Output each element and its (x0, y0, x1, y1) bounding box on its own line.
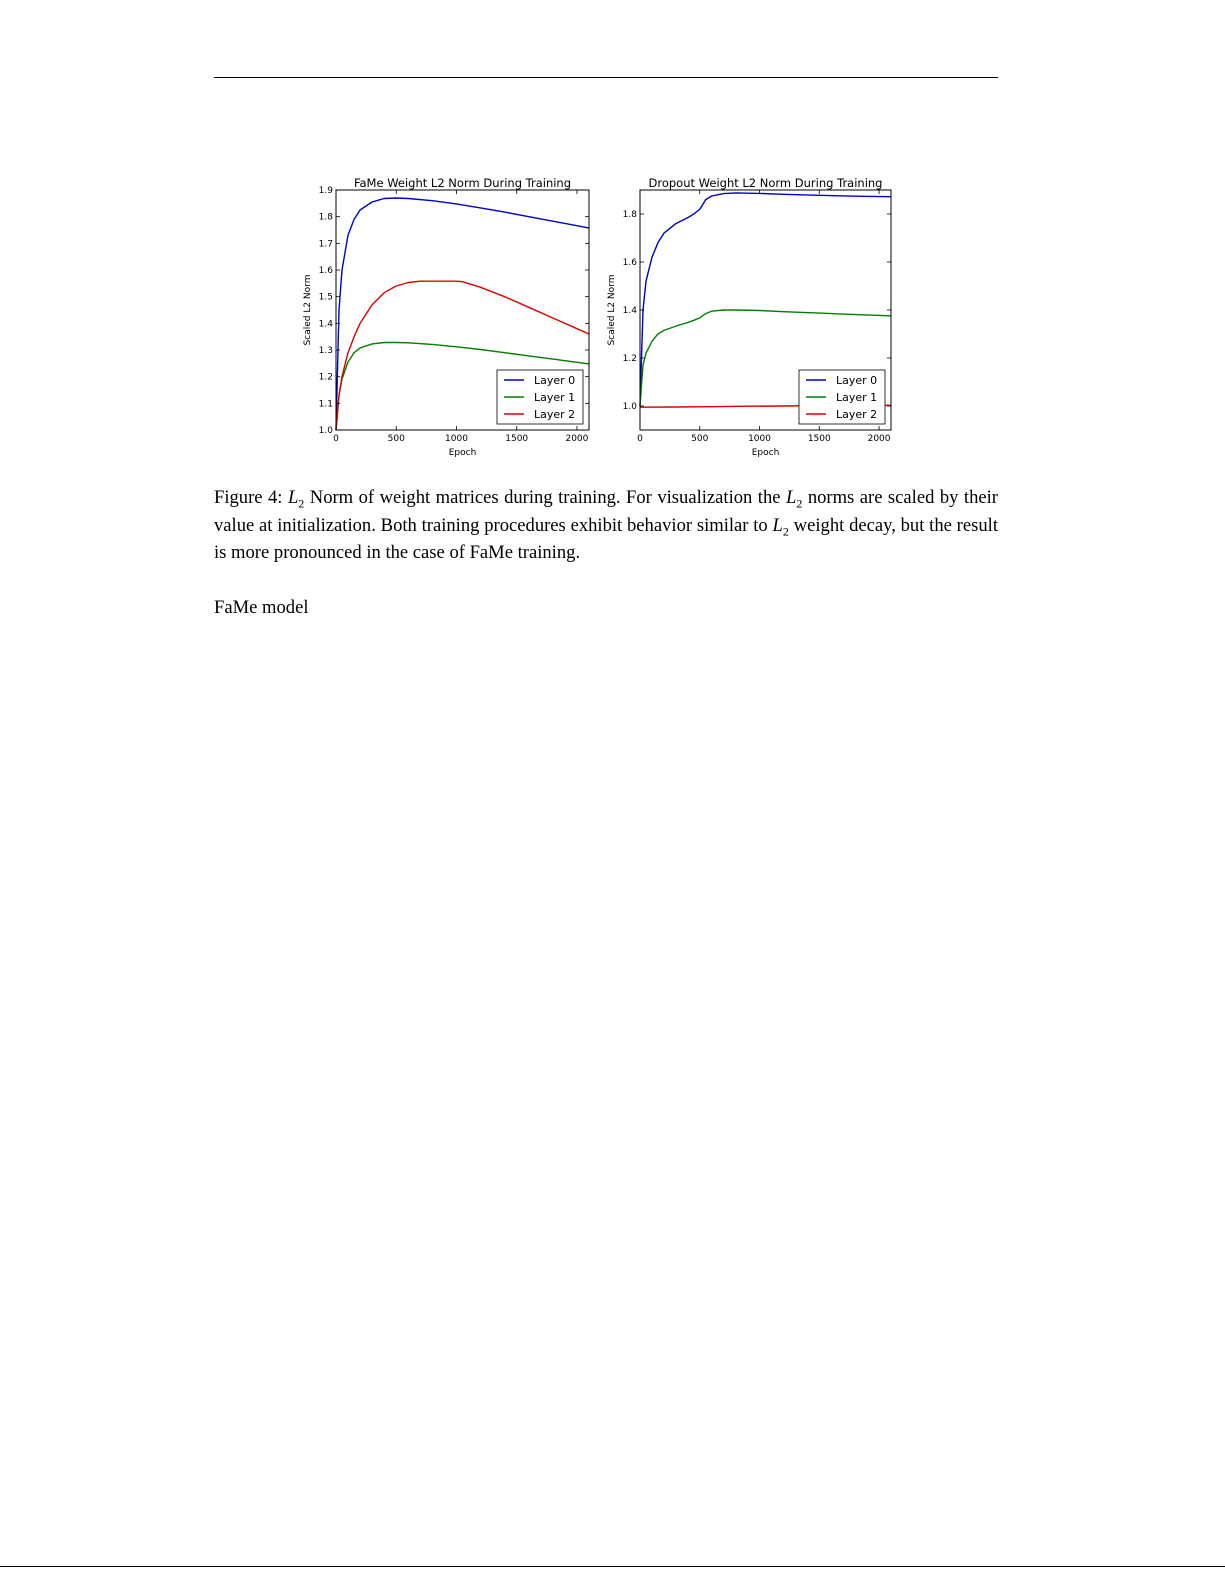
y-tick-label: 1.1 (318, 399, 333, 410)
x-axis-label: Epoch (448, 448, 477, 458)
x-tick-label: 2000 (565, 434, 589, 444)
y-tick-label: 1.6 (622, 258, 637, 268)
y-tick-label: 1.4 (318, 319, 333, 330)
legend-label: Layer 2 (534, 408, 576, 421)
y-tick-label: 1.6 (318, 266, 333, 276)
x-tick-label: 1500 (505, 434, 529, 444)
caption-math-3: $L_2$ (772, 514, 789, 539)
x-tick-label: 1000 (445, 434, 468, 444)
legend-label: Layer 1 (836, 391, 878, 404)
caption-math-1: $L_2$ (287, 487, 305, 511)
caption-text-3: weight decay, but the result is more pronounced in the case of FaMe training. (214, 514, 998, 564)
footer-rule (0, 1566, 1225, 1567)
y-tick-label: 1.5 (318, 292, 333, 303)
y-tick-label: 1.4 (622, 306, 637, 316)
y-tick-label: 1.0 (318, 426, 333, 436)
chart-2 (607, 176, 891, 458)
x-tick-label: 500 (387, 434, 405, 444)
caption-math-2: $L_2$ (786, 487, 803, 511)
legend (497, 370, 583, 424)
y-tick-label: 1.7 (318, 239, 333, 250)
x-axis-label: Epoch (751, 448, 780, 458)
legend-label: Layer 0 (836, 374, 878, 387)
x-tick-label: 2000 (867, 434, 891, 444)
x-tick-label: 0 (637, 434, 643, 444)
chart-title: Dropout Weight L2 Norm During Training (648, 176, 883, 190)
y-tick-label: 1.8 (622, 210, 637, 220)
caption-text-1: Norm of weight matrices during training. For visualization the (309, 487, 781, 508)
y-tick-label: 1.3 (318, 346, 333, 356)
legend (799, 370, 885, 424)
figure-4 (0, 0, 1225, 470)
chart-1 (303, 176, 589, 458)
y-tick-label: 1.2 (622, 354, 637, 364)
chart-title: FaMe Weight L2 Norm During Training (353, 176, 572, 190)
x-tick-label: 1000 (748, 434, 771, 444)
x-tick-label: 500 (691, 434, 709, 444)
legend-label: Layer 2 (836, 408, 878, 421)
y-tick-label: 1.0 (622, 402, 637, 412)
caption-label: Figure 4: (214, 487, 283, 508)
y-tick-label: 1.2 (318, 372, 333, 383)
y-axis-label: Scaled L2 Norm (303, 274, 313, 346)
y-axis-label: Scaled L2 Norm (607, 274, 617, 346)
y-tick-label: 1.9 (318, 186, 333, 196)
x-tick-label: 1500 (807, 434, 831, 444)
figure-caption (214, 487, 998, 564)
legend-label: Layer 0 (534, 374, 576, 387)
legend-label: Layer 1 (534, 391, 576, 404)
x-tick-label: 0 (333, 434, 339, 444)
caption-text-2: norms are scaled by their value at initialization. Both training procedures exhibit behavior similar to (214, 487, 998, 536)
body-paragraph: FaMe model (214, 597, 309, 618)
y-tick-label: 1.8 (318, 212, 333, 223)
